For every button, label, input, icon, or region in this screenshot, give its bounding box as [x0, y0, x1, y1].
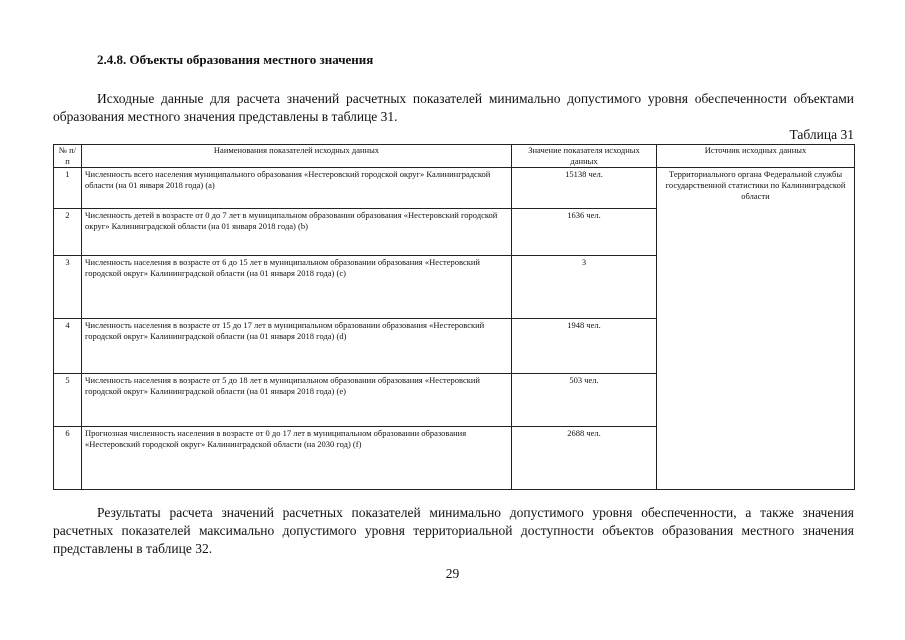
row-indicator-name: Численность населения в возрасте от 15 до 17 лет в муниципальном образовании образования «Нестеровский городской округ» Калининградской области (на 01 января 2018 года) (d) — [82, 319, 512, 374]
header-source: Источник исходных данных — [657, 145, 855, 168]
row-value: 3 — [512, 256, 657, 319]
section-heading: 2.4.8. Объекты образования местного значения — [97, 52, 374, 67]
header-value: Значение показателя исходных данных — [512, 145, 657, 168]
row-value: 15138 чел. — [512, 168, 657, 209]
row-number: 6 — [54, 427, 82, 490]
row-indicator-name: Численность населения в возрасте от 5 до 18 лет в муниципальном образовании образования «Нестеровский городской округ» Калининградской области (на 01 января 2018 года) (e) — [82, 374, 512, 427]
header-num: № п/п — [54, 145, 82, 168]
row-indicator-name: Прогнозная численность населения в возрасте от 0 до 17 лет в муниципальном образовании образования «Нестеровский городской округ» Калининградской области (на 2030 год) (f) — [82, 427, 512, 490]
row-value: 1636 чел. — [512, 209, 657, 256]
intro-paragraph: Исходные данные для расчета значений расчетных показателей минимально допустимого уровня обеспеченности объектами образования местного значения представлены в таблице 31. — [53, 91, 854, 124]
source-data-table — [53, 144, 855, 490]
table-caption: Таблица 31 — [789, 127, 854, 142]
row-number: 3 — [54, 256, 82, 319]
header-name: Наименования показателей исходных данных — [82, 145, 512, 168]
row-value: 503 чел. — [512, 374, 657, 427]
row-indicator-name: Численность всего населения муниципального образования «Нестеровский городской округ» Калининградской области (на 01 января 2018 года) (a) — [82, 168, 512, 209]
row-value: 1948 чел. — [512, 319, 657, 374]
row-value: 2688 чел. — [512, 427, 657, 490]
row-indicator-name: Численность детей в возрасте от 0 до 7 лет в муниципальном образовании образования «Нестеровский городской округ» Калининградской области (на 01 января 2018 года) (b) — [82, 209, 512, 256]
table-row — [54, 168, 855, 209]
page-number: 29 — [445, 566, 460, 581]
row-number: 5 — [54, 374, 82, 427]
source-cell: Территориального органа Федеральной службы государственной статистики по Калининградской области — [657, 168, 855, 490]
row-number: 1 — [54, 168, 82, 209]
row-number: 4 — [54, 319, 82, 374]
row-number: 2 — [54, 209, 82, 256]
table-header-row — [54, 145, 855, 168]
results-paragraph: Результаты расчета значений расчетных показателей минимально допустимого уровня обеспеченности, а также значения расчетных показателей максимально допустимого уровня территориальной доступности объектов образования местного значения представлены в таблице 32. — [53, 505, 854, 556]
row-indicator-name: Численность населения в возрасте от 6 до 15 лет в муниципальном образовании образования «Нестеровский городской округ» Калининградской области (на 01 января 2018 года) (c) — [82, 256, 512, 319]
